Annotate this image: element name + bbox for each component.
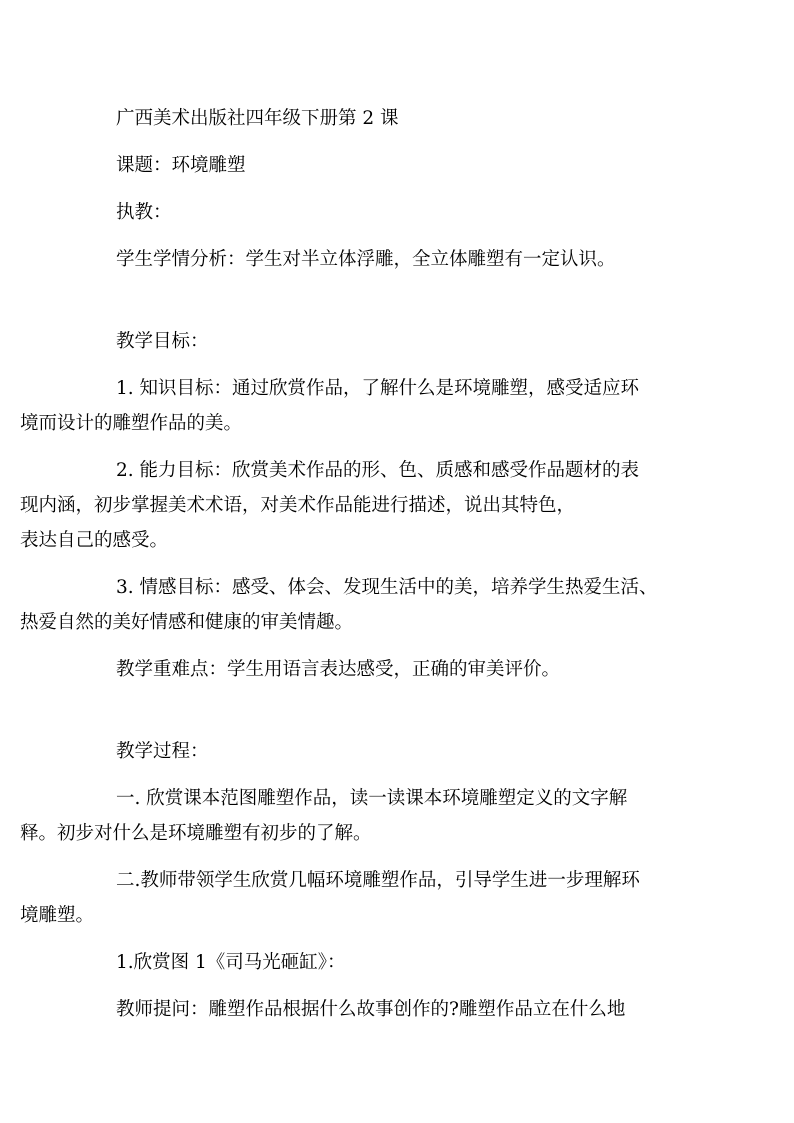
process-step-1: 一. 欣赏课本范图雕塑作品，读一读课本环境雕塑定义的文字解 释。初步对什么是环境雕塑有初步的了解。 bbox=[20, 788, 628, 844]
key-points: 教学重难点：学生用语言表达感受，正确的审美评价。 bbox=[116, 659, 561, 680]
teacher-question: 教师提问：雕塑作品根据什么故事创作的?雕塑作品立在什么地 bbox=[116, 999, 626, 1020]
process-step-2: 二.教师带领学生欣赏几幅环境雕塑作品，引导学生进一步理解环 境雕塑。 bbox=[20, 870, 640, 926]
lesson-title: 课题：环境雕塑 bbox=[116, 155, 246, 176]
objective-1: 1. 知识目标：通过欣赏作品，了解什么是环境雕塑，感受适应环 境而设计的雕塑作品的美。 bbox=[20, 378, 640, 434]
objective-3: 3. 情感目标：感受、体会、发现生活中的美，培养学生热爱生活、 热爱自然的美好情感和健康的审美情趣。 bbox=[20, 577, 658, 633]
publisher-line: 广西美术出版社四年级下册第 2 课 bbox=[116, 108, 399, 129]
objectives-heading: 教学目标： bbox=[116, 331, 209, 352]
teacher-line: 执教： bbox=[116, 202, 172, 223]
objective-2: 2. 能力目标：欣赏美术作品的形、色、质感和感受作品题材的表 现内涵，初步掌握美术术语，对美术作品能进行描述，说出其特色， 表达自己的感受。 bbox=[20, 460, 640, 551]
student-analysis: 学生学情分析：学生对半立体浮雕，全立体雕塑有一定认识。 bbox=[116, 249, 616, 270]
sub-step-1: 1.欣赏图 1《司马光砸缸》： bbox=[116, 952, 346, 973]
document-body bbox=[20, 101, 716, 1027]
process-heading: 教学过程： bbox=[116, 741, 209, 762]
